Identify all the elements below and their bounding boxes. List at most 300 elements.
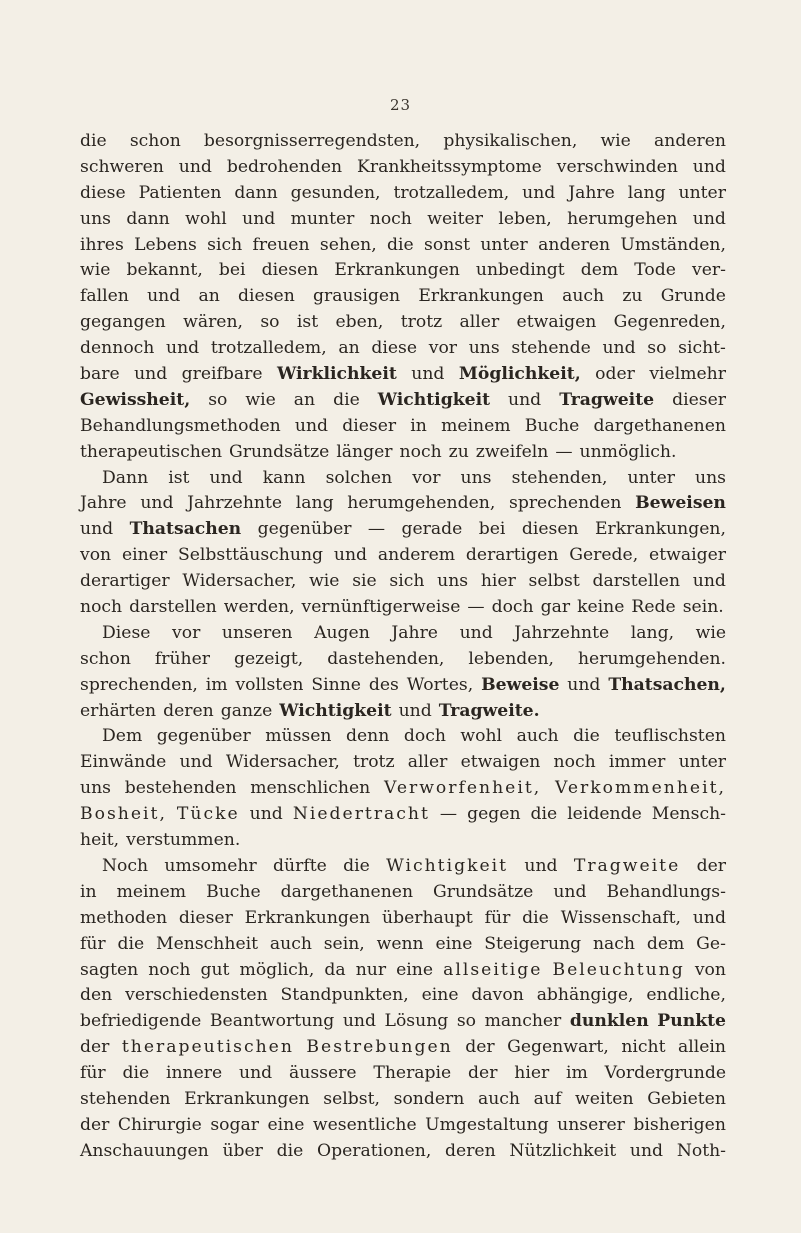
word: Erkrankungen <box>418 286 544 307</box>
word: endliche, <box>646 985 726 1006</box>
word: anderen <box>538 234 611 255</box>
word: eine <box>396 959 434 980</box>
word: mancher <box>484 1011 562 1032</box>
word: vor <box>428 338 458 359</box>
word: lang <box>295 493 334 514</box>
word: und <box>294 415 329 436</box>
text-line <box>80 802 726 828</box>
word: weiten <box>575 1088 634 1109</box>
word: unter <box>627 467 675 488</box>
word: Gegenwart, <box>507 1037 609 1058</box>
word: eben, <box>335 312 384 333</box>
word: allseitige <box>443 959 543 980</box>
word: darstellen <box>129 597 217 618</box>
word: weiter <box>427 208 483 229</box>
word: in <box>80 881 97 902</box>
word: Menschheit <box>156 933 259 954</box>
word: fallen <box>80 286 129 307</box>
word: doch <box>403 726 446 747</box>
word: Tragweite. <box>438 700 540 721</box>
word: Beantwortung <box>209 1011 335 1032</box>
word: möglich, <box>239 959 315 980</box>
word: vielmehr <box>649 364 726 385</box>
word: dem <box>646 933 685 954</box>
word: dann <box>126 208 170 229</box>
word: wohl <box>185 208 227 229</box>
word: Mensch- <box>651 804 726 825</box>
word: Tragweite <box>559 389 655 410</box>
word: der <box>80 1037 110 1058</box>
word: sein, <box>323 933 365 954</box>
word: wie <box>695 622 726 643</box>
word: schweren <box>80 156 164 177</box>
word: innere <box>165 1063 223 1084</box>
word: dieser <box>672 389 726 410</box>
word: Jahre <box>391 622 438 643</box>
word: so <box>260 312 280 333</box>
word: darstellen <box>592 571 681 592</box>
word: dennoch <box>80 338 155 359</box>
word: vor <box>412 467 441 488</box>
word: unbedingt <box>475 260 565 281</box>
word: unter <box>480 234 528 255</box>
word: bei <box>478 519 506 540</box>
word: zu <box>622 286 643 307</box>
word: Grunde <box>660 286 726 307</box>
word: im <box>566 1063 588 1084</box>
word: und <box>524 855 558 876</box>
text-line <box>80 1139 726 1165</box>
word: früher <box>154 648 211 669</box>
word: und <box>209 467 243 488</box>
word: wenn <box>376 933 424 954</box>
word: und <box>166 338 200 359</box>
word: ist <box>296 312 319 333</box>
word: Erkrankungen <box>334 260 460 281</box>
word: noch <box>553 752 596 773</box>
word: dem <box>580 260 619 281</box>
word: unter <box>678 752 726 773</box>
text-line <box>80 958 726 984</box>
word: wären, <box>183 312 243 333</box>
word: befriedigende <box>80 1011 202 1032</box>
word: Grundsätze <box>433 881 534 902</box>
word: und <box>249 804 283 825</box>
word: sein. <box>682 597 724 618</box>
word: gezeigt, <box>233 648 304 669</box>
word: Vordergrunde <box>604 1063 726 1084</box>
word: methoden <box>80 907 168 928</box>
word: stehenden, <box>511 467 608 488</box>
word: schon <box>80 648 131 669</box>
word: auch <box>269 933 312 954</box>
word: und <box>522 182 556 203</box>
word: Möglichkeit, <box>458 364 581 385</box>
word: Jahrzehnte <box>514 622 610 643</box>
word: Gebieten <box>647 1088 726 1109</box>
word: bedrohenden <box>226 156 343 177</box>
word: und <box>239 1063 273 1084</box>
word: diesen <box>521 519 579 540</box>
text-line <box>80 233 726 259</box>
page-number: 23 <box>389 96 412 114</box>
word: Erkrankungen <box>244 907 371 928</box>
word: kann <box>262 467 306 488</box>
word: den <box>80 985 113 1006</box>
word: Jahre <box>568 182 615 203</box>
text-line <box>80 776 726 802</box>
word: — <box>439 804 458 825</box>
word: dunklen <box>569 1011 649 1032</box>
word: Widersacher, <box>182 571 297 592</box>
text-line <box>80 440 726 466</box>
text-line <box>80 388 726 414</box>
text-line <box>80 207 726 233</box>
word: dieser <box>342 415 397 436</box>
word: gerade <box>401 519 463 540</box>
word: an <box>293 389 316 410</box>
word: die <box>530 804 558 825</box>
word: Noth- <box>676 1140 726 1161</box>
word: Jahrzehnte <box>187 493 283 514</box>
text-line <box>80 595 726 621</box>
word: die <box>276 1140 304 1161</box>
word: Wichtigkeit <box>377 389 491 410</box>
word: Ge- <box>696 933 726 954</box>
word: so <box>456 1011 477 1032</box>
word: nach <box>592 933 635 954</box>
word: Gerede, <box>569 545 639 566</box>
text-line <box>80 1009 726 1035</box>
word: Noch <box>102 855 149 876</box>
word: ist <box>168 467 190 488</box>
word: Buche <box>206 881 261 902</box>
text-line <box>80 569 726 595</box>
word: diesen <box>238 286 295 307</box>
word: für <box>484 907 511 928</box>
word: herumgehenden. <box>577 648 726 669</box>
word: Umständen, <box>620 234 726 255</box>
word: dargethanenen <box>593 415 726 436</box>
word: Tode <box>634 260 676 281</box>
word: Chirurgie <box>117 1114 202 1135</box>
word: heit, <box>80 830 120 851</box>
word: Anschauungen <box>80 1140 209 1161</box>
word: eine <box>267 1114 305 1135</box>
word: Punkte <box>657 1011 726 1032</box>
word: greifbare <box>181 364 263 385</box>
word: Beleuchtung <box>552 959 685 980</box>
word: dastehenden, <box>327 648 445 669</box>
word: verschiedensten <box>125 985 268 1006</box>
word: Bosheit, <box>80 804 167 825</box>
word: menschlichen <box>250 778 371 799</box>
word: dieser <box>178 907 233 928</box>
word: so <box>208 389 228 410</box>
word: Augen <box>314 622 370 643</box>
word: und <box>692 907 726 928</box>
word: — <box>555 441 573 462</box>
word: stehende <box>511 338 591 359</box>
word: etwaiger <box>649 545 726 566</box>
word: auch <box>562 286 605 307</box>
word: physikalischen, <box>443 131 578 151</box>
word: lang <box>627 182 666 203</box>
word: vor <box>172 622 201 643</box>
word: und <box>553 881 587 902</box>
word: gar <box>540 597 571 618</box>
word: denn <box>345 726 390 747</box>
word: stehenden <box>80 1088 171 1109</box>
word: unserer <box>557 1114 625 1135</box>
word: an <box>198 286 220 307</box>
word: oder <box>595 364 635 385</box>
word: zweifeln <box>475 441 549 462</box>
text-line <box>80 310 726 336</box>
text-line <box>80 155 726 181</box>
word: uns <box>468 338 500 359</box>
word: deren <box>445 1140 496 1161</box>
word: Grundsätze <box>229 441 330 462</box>
word: des <box>368 674 399 695</box>
word: bare <box>80 364 120 385</box>
word: meinem <box>441 415 511 436</box>
word: Standpunkten, <box>280 985 409 1006</box>
word: aller <box>407 752 448 773</box>
word: freuen <box>252 234 310 255</box>
word: bekannt, <box>126 260 203 281</box>
word: die <box>573 726 600 747</box>
word: davon <box>471 985 524 1006</box>
word: vernünftigerweise <box>301 597 461 618</box>
word: anderem <box>377 545 456 566</box>
word: doch <box>491 597 534 618</box>
word: und <box>398 700 432 721</box>
word: an <box>338 338 360 359</box>
text-line <box>80 750 726 776</box>
word: im <box>205 674 228 695</box>
word: und <box>342 1011 376 1032</box>
word: Wichtigkeit <box>386 855 509 876</box>
word: auch <box>477 1088 520 1109</box>
word: über <box>222 1140 263 1161</box>
word: schon <box>129 131 181 151</box>
word: erhärten <box>80 700 157 721</box>
word: herumgehen <box>567 208 678 229</box>
word: die <box>333 389 360 410</box>
word: die <box>343 855 370 876</box>
word: und <box>567 674 601 695</box>
word: Behandlungsmethoden <box>80 415 281 436</box>
word: von <box>694 959 726 980</box>
word: uns <box>437 571 469 592</box>
body-text <box>80 129 726 1165</box>
word: diesen <box>261 260 319 281</box>
word: Operationen, <box>317 1140 432 1161</box>
word: aller <box>459 312 500 333</box>
word: dann <box>234 182 278 203</box>
word: Tücke <box>176 804 240 825</box>
word: die <box>387 234 414 255</box>
word: Wichtigkeit <box>279 700 392 721</box>
word: gegenüber <box>257 519 352 540</box>
text-line <box>80 932 726 958</box>
word: auf <box>533 1088 562 1109</box>
word: unseren <box>221 622 293 643</box>
text-line <box>80 906 726 932</box>
word: von <box>80 545 112 566</box>
word: Jahre <box>80 493 127 514</box>
word: bestehenden <box>124 778 237 799</box>
text-line <box>80 414 726 440</box>
word: leidende <box>567 804 642 825</box>
word: der <box>465 1037 495 1058</box>
text-line <box>80 466 726 492</box>
word: gesunden, <box>290 182 381 203</box>
word: länger <box>336 441 393 462</box>
word: und <box>80 519 114 540</box>
word: noch <box>369 208 412 229</box>
word: sagten <box>80 959 139 980</box>
word: Verworfenheit, <box>384 778 542 799</box>
word: und <box>242 208 276 229</box>
word: etwaigen <box>460 752 541 773</box>
word: Gegenreden, <box>613 312 726 333</box>
text-line <box>80 647 726 673</box>
word: Selbsttäuschung <box>177 545 324 566</box>
word: unmöglich. <box>579 441 677 462</box>
word: die <box>117 933 145 954</box>
word: sie <box>352 571 377 592</box>
word: Krankheitssymptome <box>357 156 542 177</box>
word: trotz <box>353 752 395 773</box>
word: keine <box>577 597 625 618</box>
word: vollsten <box>235 674 304 695</box>
word: der <box>80 1114 110 1135</box>
word: und <box>602 338 636 359</box>
text-line <box>80 491 726 517</box>
word: diese <box>371 338 418 359</box>
word: wie <box>309 571 340 592</box>
word: wie <box>80 260 111 281</box>
word: der <box>696 855 726 876</box>
word: solchen <box>325 467 393 488</box>
word: leben, <box>498 208 552 229</box>
text-line <box>80 543 726 569</box>
word: Wissenschaft, <box>560 907 681 928</box>
word: wie <box>245 389 276 410</box>
word: und <box>629 1140 664 1161</box>
text-line <box>80 517 726 543</box>
word: gut <box>200 959 230 980</box>
text-line <box>80 1113 726 1139</box>
word: verstummen. <box>126 830 241 851</box>
word: und <box>459 622 493 643</box>
word: sich <box>389 571 425 592</box>
word: noch <box>148 959 191 980</box>
text-line <box>80 828 726 854</box>
word: eine <box>421 985 459 1006</box>
word: Bestrebungen <box>306 1037 453 1058</box>
word: uns <box>695 467 726 488</box>
word: meinem <box>116 881 187 902</box>
word: und <box>178 156 212 177</box>
word: uns <box>80 208 111 229</box>
text-line <box>80 1087 726 1113</box>
text-line <box>80 181 726 207</box>
word: Therapie <box>373 1063 452 1084</box>
word: sicht- <box>678 338 726 359</box>
text-line <box>80 284 726 310</box>
word: so <box>647 338 667 359</box>
word: und <box>508 389 542 410</box>
word: Thatsachen <box>129 519 242 540</box>
text-line <box>80 983 726 1009</box>
word: und <box>333 545 368 566</box>
word: sogar <box>210 1114 259 1135</box>
word: die <box>522 907 549 928</box>
text-line <box>80 362 726 388</box>
word: Tragweite <box>573 855 681 876</box>
text-line <box>80 699 726 725</box>
word: Sinne <box>311 674 361 695</box>
word: ganze <box>220 700 273 721</box>
word: wohl <box>460 726 503 747</box>
word: die <box>122 1063 150 1084</box>
word: trotz <box>400 312 443 333</box>
word: Lösung <box>384 1011 449 1032</box>
word: therapeutischen <box>80 441 223 462</box>
word: auch <box>516 726 559 747</box>
word: und <box>179 752 213 773</box>
word: Einwände <box>80 752 167 773</box>
word: bisherigen <box>633 1114 726 1135</box>
word: wesentliche <box>312 1114 417 1135</box>
word: und <box>140 493 174 514</box>
word: noch <box>80 597 123 618</box>
word: derartiger <box>80 571 170 592</box>
word: gegenüber <box>156 726 251 747</box>
word: Umgestaltung <box>425 1114 549 1135</box>
word: Nützlichkeit <box>509 1140 617 1161</box>
word: grausigen <box>313 286 401 307</box>
text-line <box>80 129 726 155</box>
word: Behandlungs- <box>606 881 726 902</box>
text-line <box>80 673 726 699</box>
word: für <box>80 1063 106 1084</box>
word: und <box>692 156 726 177</box>
word: müssen <box>265 726 332 747</box>
word: uns <box>80 778 111 799</box>
word: Gewissheit, <box>80 389 191 410</box>
word: und <box>134 364 168 385</box>
word: Niedertracht <box>292 804 430 825</box>
word: sprechenden, <box>80 674 198 695</box>
text-line <box>80 621 726 647</box>
word: uns <box>460 467 492 488</box>
word: — <box>467 597 485 618</box>
word: überhaupt <box>382 907 473 928</box>
word: Thatsachen, <box>608 674 726 695</box>
word: dargethanenen <box>280 881 414 902</box>
word: hier <box>480 571 516 592</box>
word: Erkrankungen, <box>594 519 726 540</box>
text-line <box>80 854 726 880</box>
word: anderen <box>654 131 726 151</box>
word: gegangen <box>80 312 166 333</box>
word: Beweisen <box>635 493 726 514</box>
word: Buche <box>524 415 580 436</box>
